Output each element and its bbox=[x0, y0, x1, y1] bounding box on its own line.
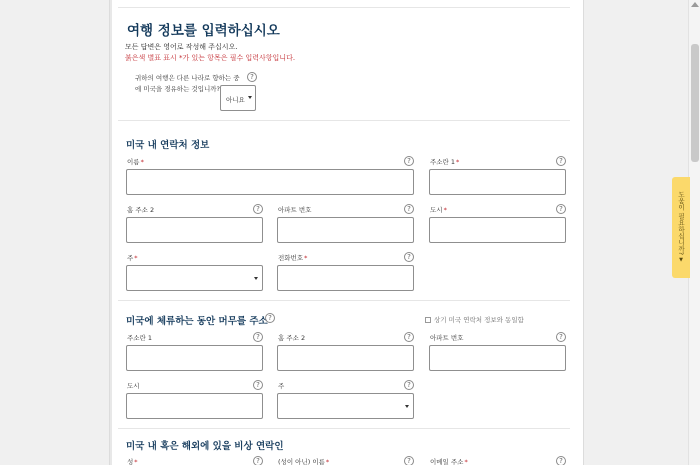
required-star: * bbox=[456, 158, 460, 166]
divider bbox=[118, 120, 570, 121]
stay-address1-label: 주소란 1 bbox=[127, 334, 153, 342]
help-icon[interactable]: ? bbox=[247, 72, 257, 82]
help-icon[interactable]: ? bbox=[265, 313, 275, 323]
triangle-down-icon: ▼ bbox=[678, 257, 684, 264]
contact-apt-input[interactable] bbox=[277, 217, 414, 243]
help-icon[interactable]: ? bbox=[253, 204, 263, 214]
email-label bbox=[430, 457, 468, 465]
help-icon[interactable]: ? bbox=[556, 332, 566, 342]
required-star: * bbox=[443, 206, 447, 214]
divider bbox=[118, 428, 570, 429]
help-icon[interactable]: ? bbox=[404, 380, 414, 390]
help-icon[interactable]: ? bbox=[404, 252, 414, 262]
contact-address2-input[interactable] bbox=[126, 217, 263, 243]
help-icon[interactable]: ? bbox=[404, 204, 414, 214]
surname-label bbox=[127, 457, 138, 465]
required-star: * bbox=[140, 158, 144, 166]
section-heading-us-contact: 미국 내 연락처 정보 bbox=[126, 140, 210, 151]
help-icon[interactable]: ? bbox=[253, 380, 263, 390]
us-stay-heading-text: 미국에 체류하는 동안 머무를 주소 bbox=[126, 316, 268, 327]
state-label bbox=[127, 253, 138, 262]
top-divider bbox=[118, 7, 570, 8]
phone-label bbox=[278, 253, 307, 262]
page-title: 여행 정보를 입력하십시오 bbox=[127, 23, 280, 39]
same-address-checkbox[interactable] bbox=[425, 315, 524, 324]
apt-label: 아파트 번호 bbox=[278, 206, 312, 214]
address1-label bbox=[430, 157, 459, 166]
divider bbox=[118, 300, 570, 301]
chevron-down-icon bbox=[248, 96, 252, 99]
contact-name-input[interactable] bbox=[126, 169, 414, 195]
transit-question-text: 귀하의 여행은 다른 나라로 향하는 중에 미국을 경유하는 것입니까? bbox=[135, 74, 240, 93]
required-star: * bbox=[325, 458, 330, 465]
required-star: * bbox=[134, 254, 138, 262]
checkbox-box[interactable] bbox=[425, 317, 431, 323]
chevron-down-icon bbox=[254, 277, 258, 280]
help-icon[interactable]: ? bbox=[404, 332, 414, 342]
scroll-up-icon[interactable] bbox=[691, 2, 699, 7]
stay-apt-input[interactable] bbox=[429, 345, 566, 371]
stay-city-label: 도시 bbox=[127, 382, 140, 390]
stay-address2-input[interactable] bbox=[277, 345, 414, 371]
scrollbar-thumb[interactable] bbox=[691, 44, 699, 162]
stay-apt-label: 아파트 번호 bbox=[430, 334, 464, 342]
name-label bbox=[127, 157, 144, 166]
contact-city-input[interactable] bbox=[429, 217, 566, 243]
same-address-label: 상기 미국 연락처 정보와 동일함 bbox=[434, 316, 524, 324]
help-icon[interactable]: ? bbox=[253, 332, 263, 342]
address2-label: 홈 주소 2 bbox=[127, 206, 155, 214]
transit-select[interactable] bbox=[220, 85, 256, 111]
contact-phone-input[interactable] bbox=[277, 265, 414, 291]
required-note: 붉은색 별표 표시 *가 있는 항목은 필수 입력사항입니다. bbox=[125, 54, 296, 62]
help-icon[interactable]: ? bbox=[404, 456, 414, 465]
state-label-text: 주 bbox=[127, 254, 134, 262]
address1-label-text: 주소란 1 bbox=[430, 158, 456, 166]
required-star: * bbox=[134, 458, 138, 465]
given-name-label bbox=[278, 457, 329, 465]
help-icon[interactable]: ? bbox=[556, 204, 566, 214]
intro-text: 모든 답변은 영어로 작성해 주십시오. bbox=[125, 43, 238, 51]
name-label-text: 이름 bbox=[127, 158, 140, 166]
city-label-text: 도시 bbox=[430, 206, 443, 214]
help-icon[interactable]: ? bbox=[404, 156, 414, 166]
given-name-label-text: (성이 아닌) 이름 bbox=[278, 458, 325, 465]
email-label-text: 이메일 주소 bbox=[430, 458, 464, 465]
required-star: * bbox=[304, 254, 308, 262]
help-tab[interactable] bbox=[672, 177, 690, 278]
stay-address1-input[interactable] bbox=[126, 345, 263, 371]
help-tab-label: 도움이 필요하십니까? bbox=[677, 191, 685, 256]
section-heading-emergency: 미국 내 혹은 해외에 있을 비상 연락인 bbox=[126, 441, 284, 452]
chevron-down-icon bbox=[405, 405, 409, 408]
city-label bbox=[430, 205, 447, 214]
stay-state-select[interactable] bbox=[277, 393, 414, 419]
stay-state-label: 주 bbox=[278, 382, 285, 390]
help-icon[interactable]: ? bbox=[556, 156, 566, 166]
help-icon[interactable]: ? bbox=[253, 456, 263, 465]
section-heading-us-stay bbox=[126, 313, 268, 327]
transit-select-value: 아니요 bbox=[226, 96, 245, 104]
stay-address2-label: 홈 주소 2 bbox=[278, 334, 306, 342]
surname-label-text: 성 bbox=[127, 458, 134, 465]
help-icon[interactable]: ? bbox=[556, 456, 566, 465]
page-edge bbox=[110, 0, 112, 465]
required-star: * bbox=[464, 458, 468, 465]
phone-label-text: 전화번호 bbox=[278, 254, 304, 262]
contact-state-select[interactable] bbox=[126, 265, 263, 291]
stay-city-input[interactable] bbox=[126, 393, 263, 419]
contact-address1-input[interactable] bbox=[429, 169, 566, 195]
